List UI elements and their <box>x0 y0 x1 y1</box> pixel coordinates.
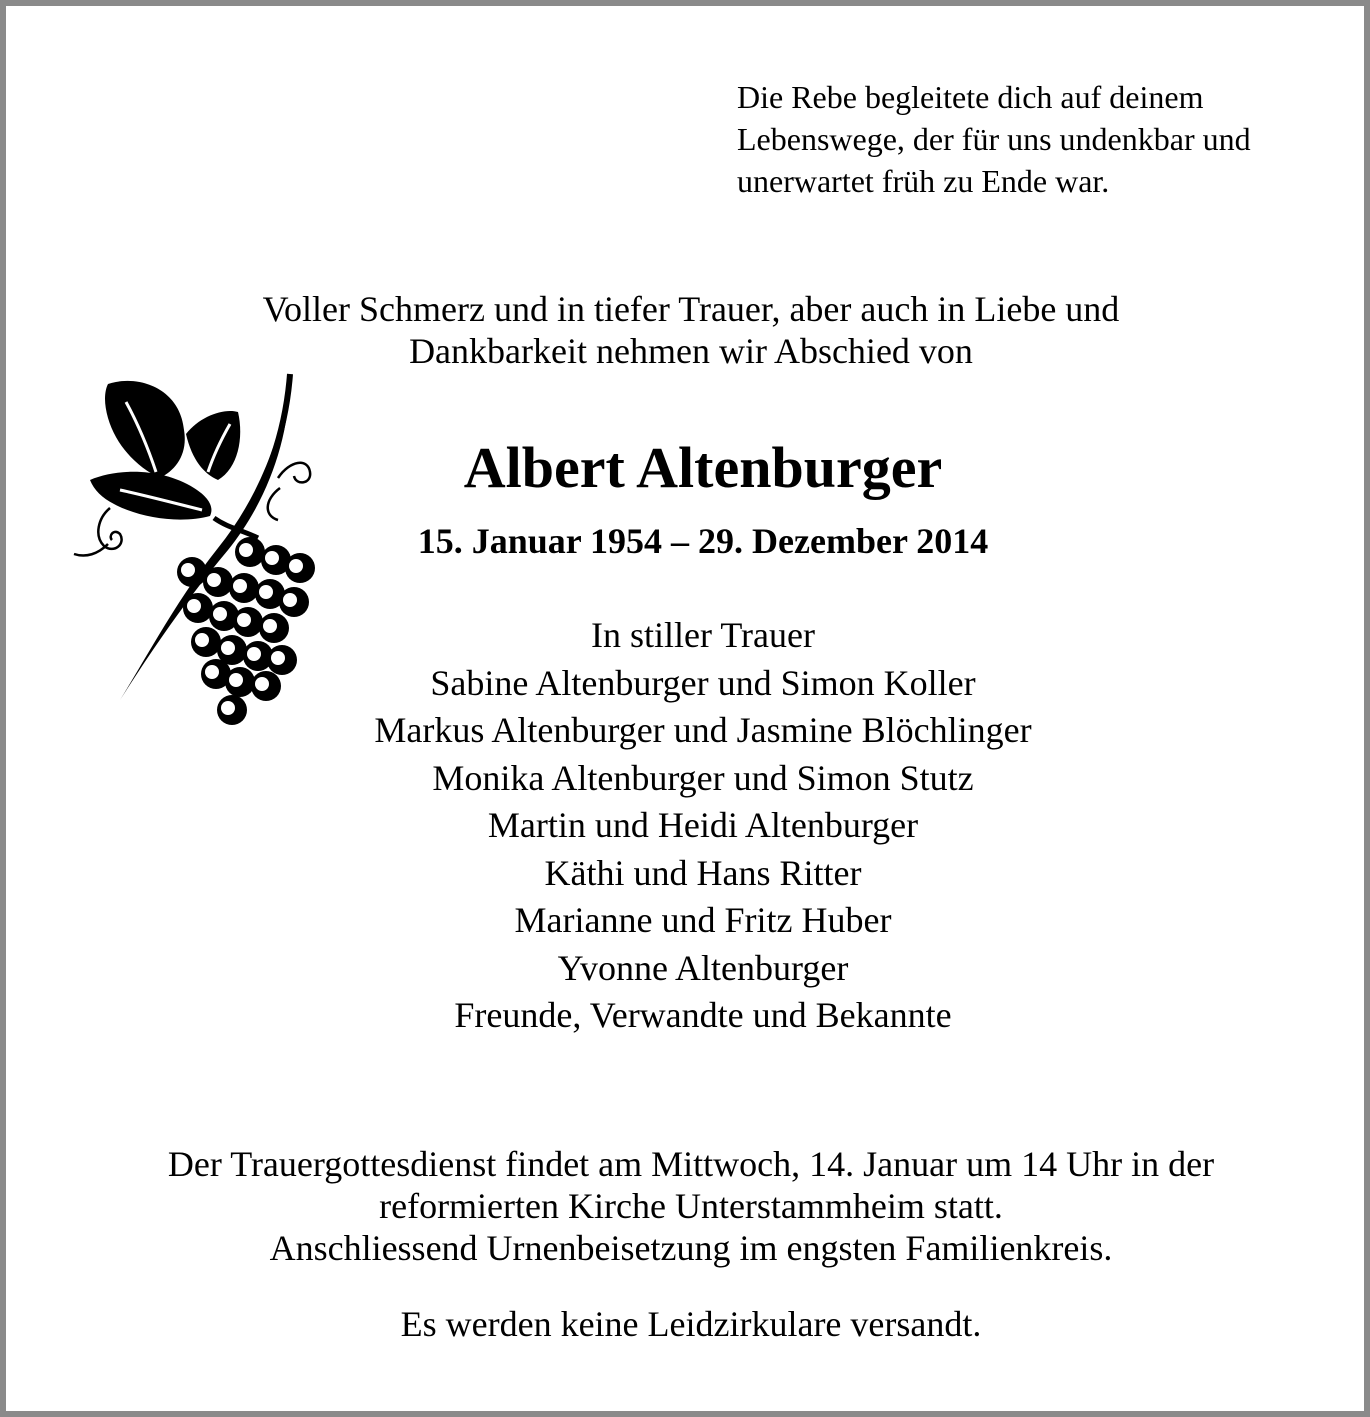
service-info <box>6 1143 1370 1269</box>
mourners-list <box>302 612 1104 1040</box>
intro-line: Dankbarkeit nehmen wir Abschied von <box>409 331 973 371</box>
mourner-entry: Sabine Altenburger und Simon Koller <box>430 662 976 703</box>
mourner-entry: Martin und Heidi Altenburger <box>487 805 919 845</box>
mourners-heading: In stiller Trauer <box>591 615 815 655</box>
mourner-entry: Monika Altenburger und Simon Stutz <box>432 757 974 798</box>
service-line: Anschliessend Urnenbeisetzung im engsten Familienkreis. <box>269 1228 1113 1268</box>
intro-text <box>6 288 1370 372</box>
grapevine-icon <box>68 368 338 746</box>
mourner-entry: Marianne und Fritz Huber <box>514 900 892 940</box>
intro-line: Voller Schmerz und in tiefer Trauer, aber auch in Liebe und <box>262 289 1120 329</box>
motto-line: Die Rebe begleitete dich auf deinem <box>737 79 1204 115</box>
motto-verse <box>737 76 1337 202</box>
mourner-entry: Freunde, Verwandte und Bekannte <box>454 995 952 1035</box>
motto-line: unerwartet früh zu Ende war. <box>737 163 1110 199</box>
closing-note: Es werden keine Leidzirkulare versandt. <box>400 1304 982 1344</box>
mourner-entry: Käthi und Hans Ritter <box>544 852 862 893</box>
life-dates: 15. Januar 1954 – 29. Dezember 2014 <box>417 521 989 561</box>
mourner-entry: Yvonne Altenburger <box>557 947 849 988</box>
motto-line: Lebenswege, der für uns undenkbar und <box>737 121 1251 157</box>
deceased-name: Albert Altenburger <box>463 435 943 500</box>
service-line: reformierten Kirche Unterstammheim statt. <box>379 1186 1003 1226</box>
service-line: Der Trauergottesdienst findet am Mittwoch, 14. Januar um 14 Uhr in der <box>167 1144 1215 1184</box>
mourner-entry: Markus Altenburger und Jasmine Blöchlinger <box>374 710 1032 750</box>
